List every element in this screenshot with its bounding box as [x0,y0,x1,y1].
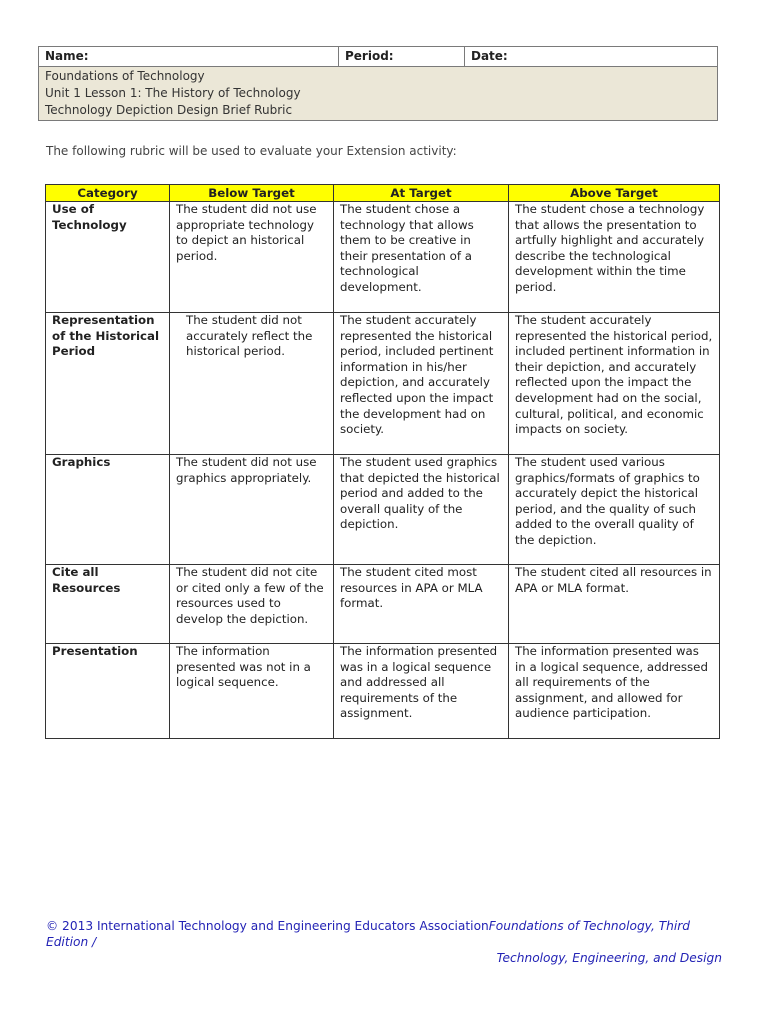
table-row [46,455,720,565]
at-target-cell: The information presented was in a logical sequence and addressed all requirements of the assignment. [334,644,509,739]
table-row [46,202,720,313]
intro-text: The following rubric will be used to evaluate your Extension activity: [46,144,457,158]
unit-lesson-title: Unit 1 Lesson 1: The History of Technology [45,86,301,100]
category-cell: Graphics [46,455,170,565]
course-info [39,67,718,121]
below-target-cell: The student did not use appropriate technology to depict an historical period. [170,202,334,313]
period-field-label: Period: [339,47,465,67]
at-target-cell: The student cited most resources in APA or MLA format. [334,565,509,644]
page-footer [46,918,722,966]
course-title: Foundations of Technology [45,69,205,83]
table-row [46,313,720,455]
above-target-cell: The student used various graphics/formats of graphics to accurately depict the historical period, and the quality of such added to the overall quality of the depiction. [509,455,720,565]
table-row [46,565,720,644]
column-header-below-target: Below Target [170,185,334,202]
table-row [46,644,720,739]
above-target-cell: The student cited all resources in APA or MLA format. [509,565,720,644]
category-cell: Representation of the Historical Period [46,313,170,455]
above-target-cell: The student chose a technology that allows the presentation to artfully highlight and accurately describe the technological development within the time period. [509,202,720,313]
student-info-header [38,46,718,121]
below-target-cell: The student did not accurately reflect the historical period. [170,313,334,455]
book-title: Foundations of Technology, Third Edition / [46,919,690,949]
copyright-text: © 2013 International Technology and Engineering Educators Association [46,919,489,933]
at-target-cell: The student chose a technology that allows them to be creative in their presentation of a technological development. [334,202,509,313]
name-field-label: Name: [39,47,339,67]
category-cell: Presentation [46,644,170,739]
at-target-cell: The student accurately represented the historical period, included pertinent information in his/her depiction, and accurately reflected upon the impact the development had on society. [334,313,509,455]
rubric-header-row [46,185,720,202]
book-subtitle: Technology, Engineering, and Design [496,951,722,965]
column-header-above-target: Above Target [509,185,720,202]
below-target-cell: The information presented was not in a logical sequence. [170,644,334,739]
above-target-cell: The information presented was in a logical sequence, addressed all requirements of the assignment, and allowed for audience participation. [509,644,720,739]
date-field-label: Date: [465,47,718,67]
category-cell: Use of Technology [46,202,170,313]
above-target-cell: The student accurately represented the historical period, included pertinent information in their depiction, and accurately reflected upon the impact the development had on the social, cultural, political, and economic impacts on society. [509,313,720,455]
category-cell: Cite all Resources [46,565,170,644]
below-target-cell: The student did not cite or cited only a few of the resources used to develop the depiction. [170,565,334,644]
rubric-table [45,184,720,739]
below-target-cell: The student did not use graphics appropriately. [170,455,334,565]
column-header-at-target: At Target [334,185,509,202]
at-target-cell: The student used graphics that depicted the historical period and added to the overall quality of the depiction. [334,455,509,565]
rubric-title: Technology Depiction Design Brief Rubric [45,103,293,117]
column-header-category: Category [46,185,170,202]
